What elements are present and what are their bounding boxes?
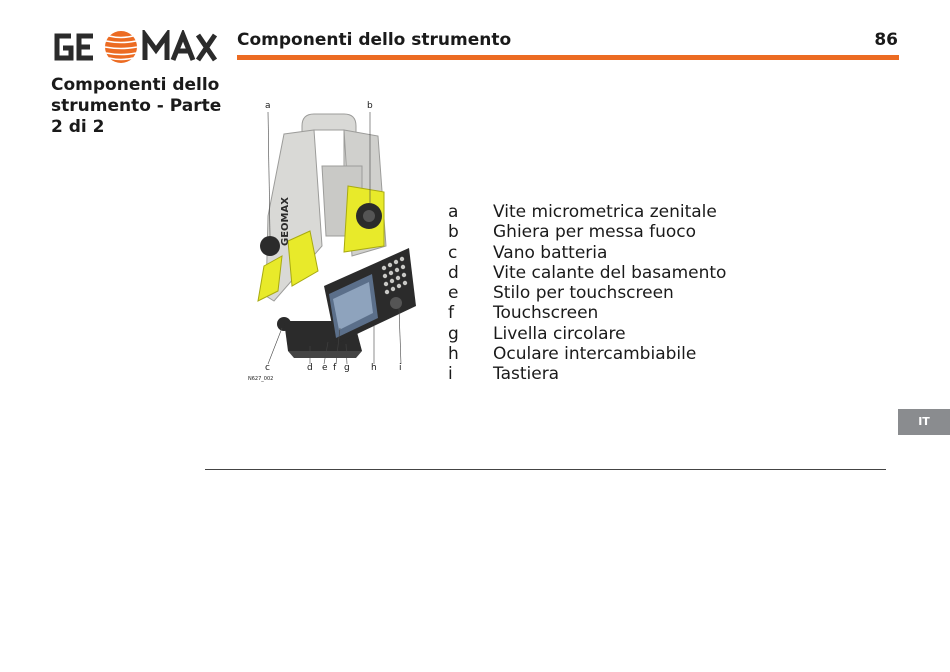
legend-key: c	[448, 242, 458, 263]
header-rule	[237, 55, 899, 60]
figure-label-a: a	[265, 101, 271, 111]
legend-item	[448, 364, 726, 384]
legend-text: Stilo per touchscreen	[493, 283, 674, 304]
footer-rule	[205, 469, 886, 470]
figure-label-i: i	[399, 363, 402, 373]
legend-key: i	[448, 364, 453, 385]
section-title: Componenti dello strumento - Parte 2 di 2	[51, 75, 222, 137]
legend-text: Ghiera per messa fuoco	[493, 222, 697, 243]
legend-text: Tastiera	[493, 364, 560, 385]
legend-text: Touchscreen	[493, 303, 599, 324]
legend-key: e	[448, 283, 459, 304]
legend-key: a	[448, 202, 459, 222]
legend-item	[448, 344, 726, 364]
total-station-figure	[244, 96, 419, 386]
legend-item	[448, 243, 726, 263]
figure-label-d: d	[307, 363, 313, 373]
figure-code: N627_002	[248, 376, 274, 382]
legend-item	[448, 222, 726, 242]
legend-key: d	[448, 262, 459, 283]
legend-text: Vano batteria	[493, 242, 608, 263]
figure-label-g: g	[344, 363, 350, 373]
language-tab[interactable]: IT	[898, 409, 950, 435]
figure-label-h: h	[371, 363, 377, 373]
legend-text: Oculare intercambiabile	[493, 344, 697, 365]
figure-label-f: f	[333, 363, 337, 373]
legend-key: g	[448, 323, 459, 344]
figure-label-c: c	[265, 363, 270, 373]
legend-key: b	[448, 222, 459, 243]
legend-text: Vite calante del basamento	[493, 262, 727, 283]
legend-item	[448, 202, 726, 222]
legend-text: Vite micrometrica zenitale	[493, 202, 717, 222]
legend-item	[448, 283, 726, 303]
figure-label-e: e	[322, 363, 328, 373]
legend-item	[448, 263, 726, 283]
page-number: 86	[874, 30, 898, 50]
geomax-logo	[51, 30, 219, 64]
legend-key: h	[448, 344, 459, 365]
legend-item	[448, 303, 726, 323]
figure-label-b: b	[367, 101, 373, 111]
svg-text:GEOMAX: GEOMAX	[280, 197, 291, 246]
legend-item	[448, 324, 726, 344]
component-legend	[448, 202, 726, 385]
legend-text: Livella circolare	[493, 323, 626, 344]
header-title: Componenti dello strumento	[237, 30, 512, 50]
legend-key: f	[448, 303, 454, 324]
